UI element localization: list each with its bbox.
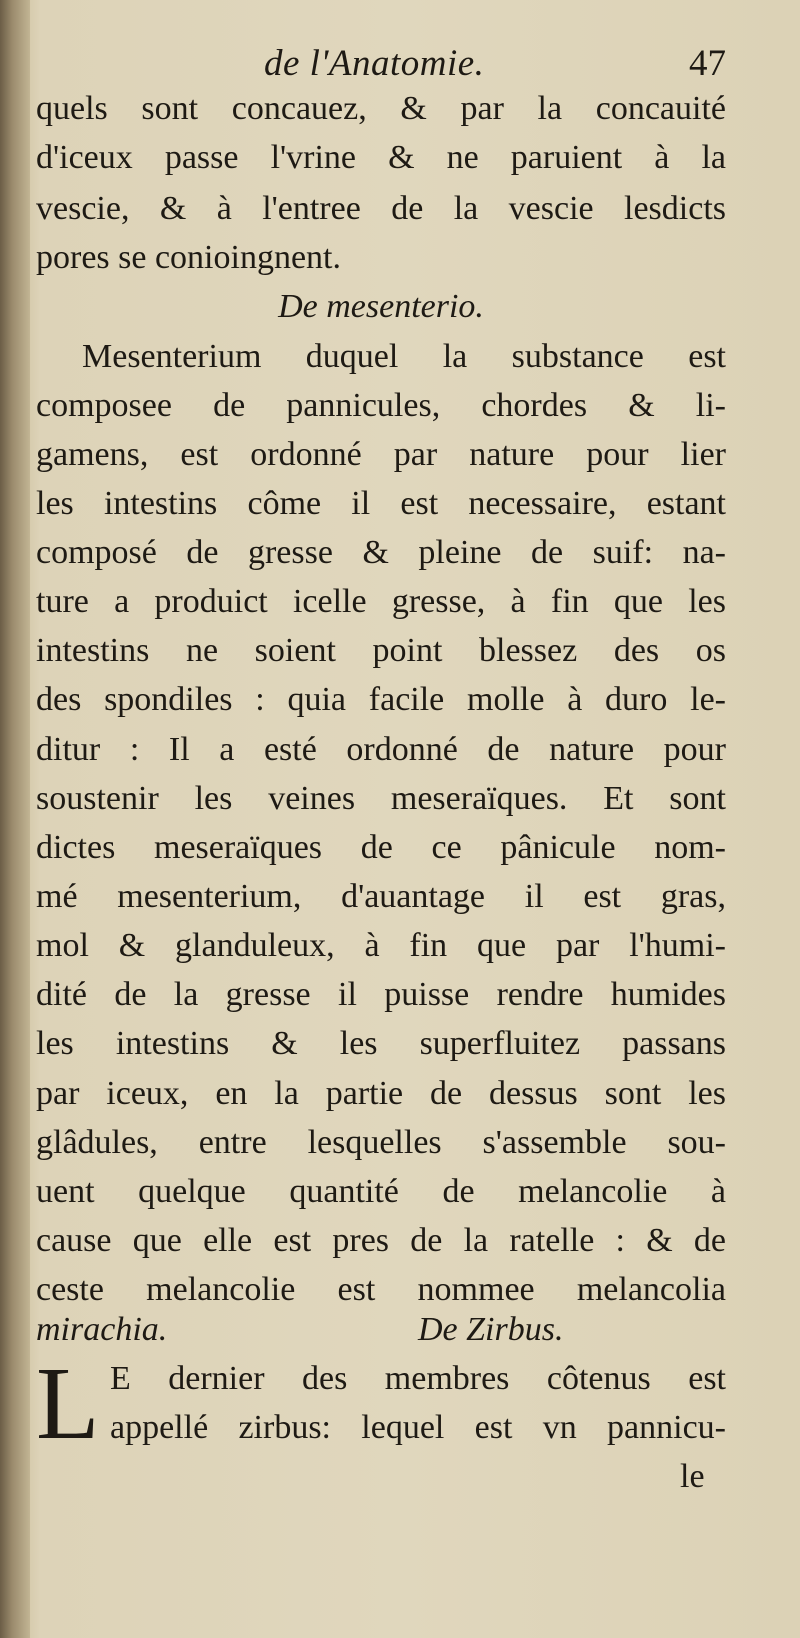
text-line: intestins ne soient point blessez des os [36, 632, 726, 669]
text-line: d'iceux passe l'vrine & ne paruient à la [36, 139, 726, 176]
text-line: quels sont concauez, & par la concauité [36, 90, 726, 127]
text-line: cause que elle est pres de la ratelle : & de [36, 1222, 726, 1259]
running-title: de l'Anatomie. [264, 43, 485, 84]
page-header [36, 42, 726, 92]
text-line: le [680, 1458, 705, 1495]
text-line: vescie, & à l'entree de la vescie lesdicts [36, 190, 726, 227]
text-line: pores se conioingnent. [36, 239, 341, 276]
text-line: dictes meseraïques de ce pânicule nom- [36, 829, 726, 866]
text-line: mol & glanduleux, à fin que par l'humi- [36, 927, 726, 964]
text-line: appellé zirbus: lequel est vn pannicu- [110, 1409, 726, 1446]
drop-cap: L [36, 1346, 100, 1461]
text-line: composé de gresse & pleine de suif: na- [36, 534, 726, 571]
section-heading: De Zirbus. [418, 1311, 564, 1348]
text-line: ditur : Il a esté ordonné de nature pour [36, 731, 726, 768]
text-line: soustenir les veines meseraïques. Et sont [36, 780, 726, 817]
text-line: mirachia. [36, 1311, 168, 1348]
section-heading: De mesenterio. [278, 288, 484, 325]
text-line: mé mesenterium, d'auantage il est gras, [36, 878, 726, 915]
text-line: ceste melancolie est nommee melancolia [36, 1271, 726, 1308]
text-line: composee de pannicules, chordes & li- [36, 387, 726, 424]
text-line: Mesenterium duquel la substance est [82, 338, 726, 375]
text-line: dité de la gresse il puisse rendre humides [36, 976, 726, 1013]
text-line: E dernier des membres côtenus est [110, 1360, 726, 1397]
text-line: les intestins côme il est necessaire, estant [36, 485, 726, 522]
text-line: gamens, est ordonné par nature pour lier [36, 436, 726, 473]
text-line: les intestins & les superfluitez passans [36, 1025, 726, 1062]
text-line: ture a produict icelle gresse, à fin que les [36, 583, 726, 620]
text-line: des spondiles : quia facile molle à duro le- [36, 681, 726, 718]
text-line: par iceux, en la partie de dessus sont les [36, 1075, 726, 1112]
page-number: 47 [689, 43, 726, 84]
text-line: glâdules, entre lesquelles s'assemble sou- [36, 1124, 726, 1161]
page-gutter-shadow [0, 0, 30, 1638]
text-line: uent quelque quantité de melancolie à [36, 1173, 726, 1210]
